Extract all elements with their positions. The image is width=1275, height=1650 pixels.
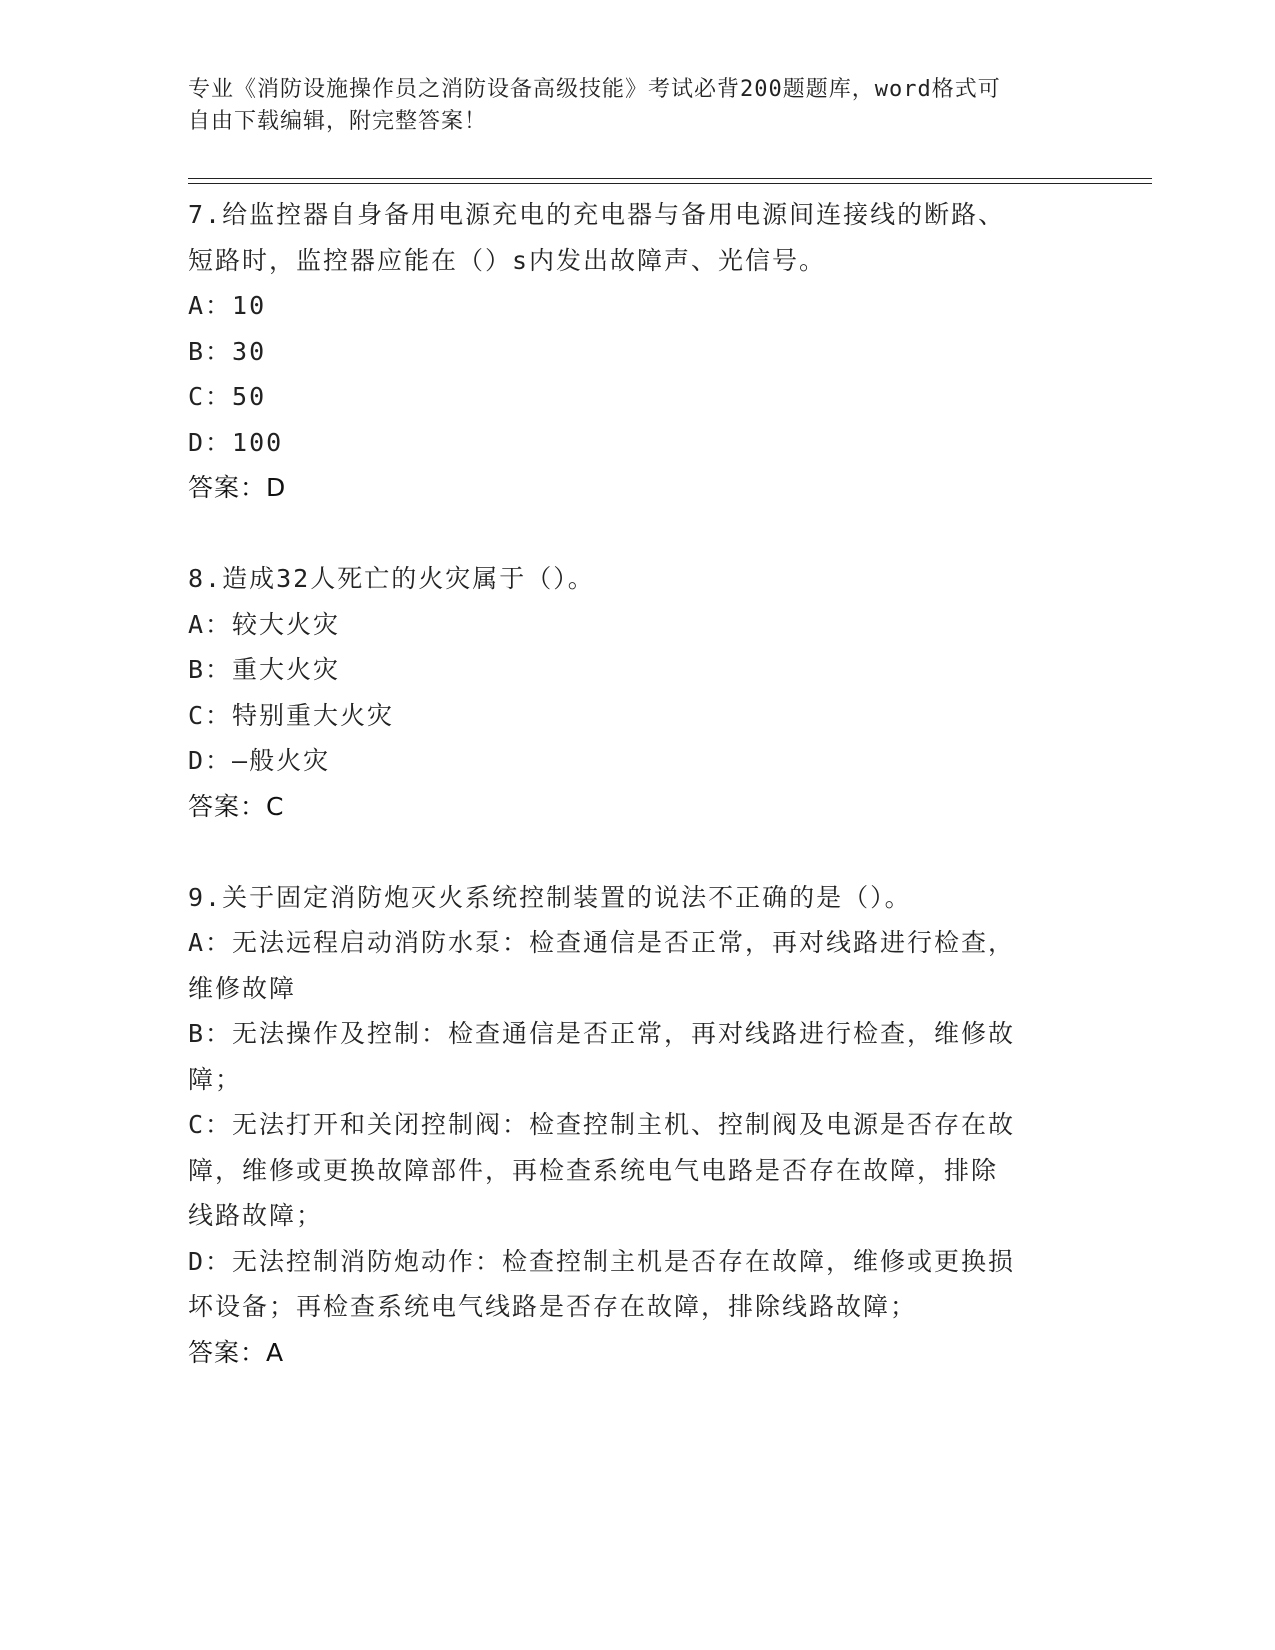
option-c-continued: 线路故障； bbox=[188, 1201, 324, 1230]
question-9 bbox=[188, 875, 1088, 1375]
header-line-2: 自由下载编辑，附完整答案！ bbox=[188, 109, 488, 134]
option-b-continued: 障； bbox=[188, 1064, 243, 1094]
document-header bbox=[188, 74, 1088, 138]
header-divider-top bbox=[188, 178, 1152, 179]
question-text-line: 8.造成32人死亡的火灾属于（）。 bbox=[188, 564, 595, 593]
question-7 bbox=[188, 192, 1088, 510]
answer-label: 答案：D bbox=[188, 473, 287, 502]
option-d-continued: 坏设备；再检查系统电气线路是否存在故障，排除线路故障； bbox=[188, 1292, 918, 1321]
option-c-continued: 障，维修或更换故障部件，再检查系统电气电路是否存在故障，排除 bbox=[188, 1155, 999, 1185]
header-divider-bottom bbox=[188, 183, 1152, 184]
option-d: D：—般火灾 bbox=[188, 746, 331, 775]
option-c: C：无法打开和关闭控制阀：检查控制主机、控制阀及电源是否存在故 bbox=[188, 1110, 1016, 1139]
option-a-continued: 维修故障 bbox=[188, 973, 297, 1003]
option-b: B：重大火灾 bbox=[188, 655, 341, 684]
option-d: D：无法控制消防炮动作：检查控制主机是否存在故障，维修或更换损 bbox=[188, 1246, 1016, 1276]
option-a: A：较大火灾 bbox=[188, 609, 341, 639]
option-d: D：100 bbox=[188, 427, 284, 457]
option-a: A：10 bbox=[188, 291, 267, 320]
answer-label: 答案：C bbox=[188, 791, 285, 821]
question-text-line: 短路时，监控器应能在（）s内发出故障声、光信号。 bbox=[188, 245, 827, 275]
question-spacer bbox=[188, 510, 1088, 556]
option-b: B：30 bbox=[188, 336, 267, 366]
question-8 bbox=[188, 556, 1088, 829]
option-c: C：特别重大火灾 bbox=[188, 700, 395, 730]
option-b: B：无法操作及控制：检查通信是否正常，再对线路进行检查，维修故 bbox=[188, 1019, 1016, 1048]
answer-label: 答案：A bbox=[188, 1337, 285, 1367]
question-list bbox=[188, 192, 1088, 1375]
option-a: A：无法远程启动消防水泵：检查通信是否正常，再对线路进行检查， bbox=[188, 928, 1016, 957]
question-spacer bbox=[188, 829, 1088, 875]
question-text-line: 9.关于固定消防炮灭火系统控制装置的说法不正确的是（）。 bbox=[188, 882, 912, 912]
question-text-line: 7.给监控器自身备用电源充电的充电器与备用电源间连接线的断路、 bbox=[188, 200, 1006, 229]
header-line-1: 专业《消防设施操作员之消防设备高级技能》考试必背200题题库，word格式可 bbox=[188, 77, 1001, 102]
option-c: C：50 bbox=[188, 382, 267, 411]
